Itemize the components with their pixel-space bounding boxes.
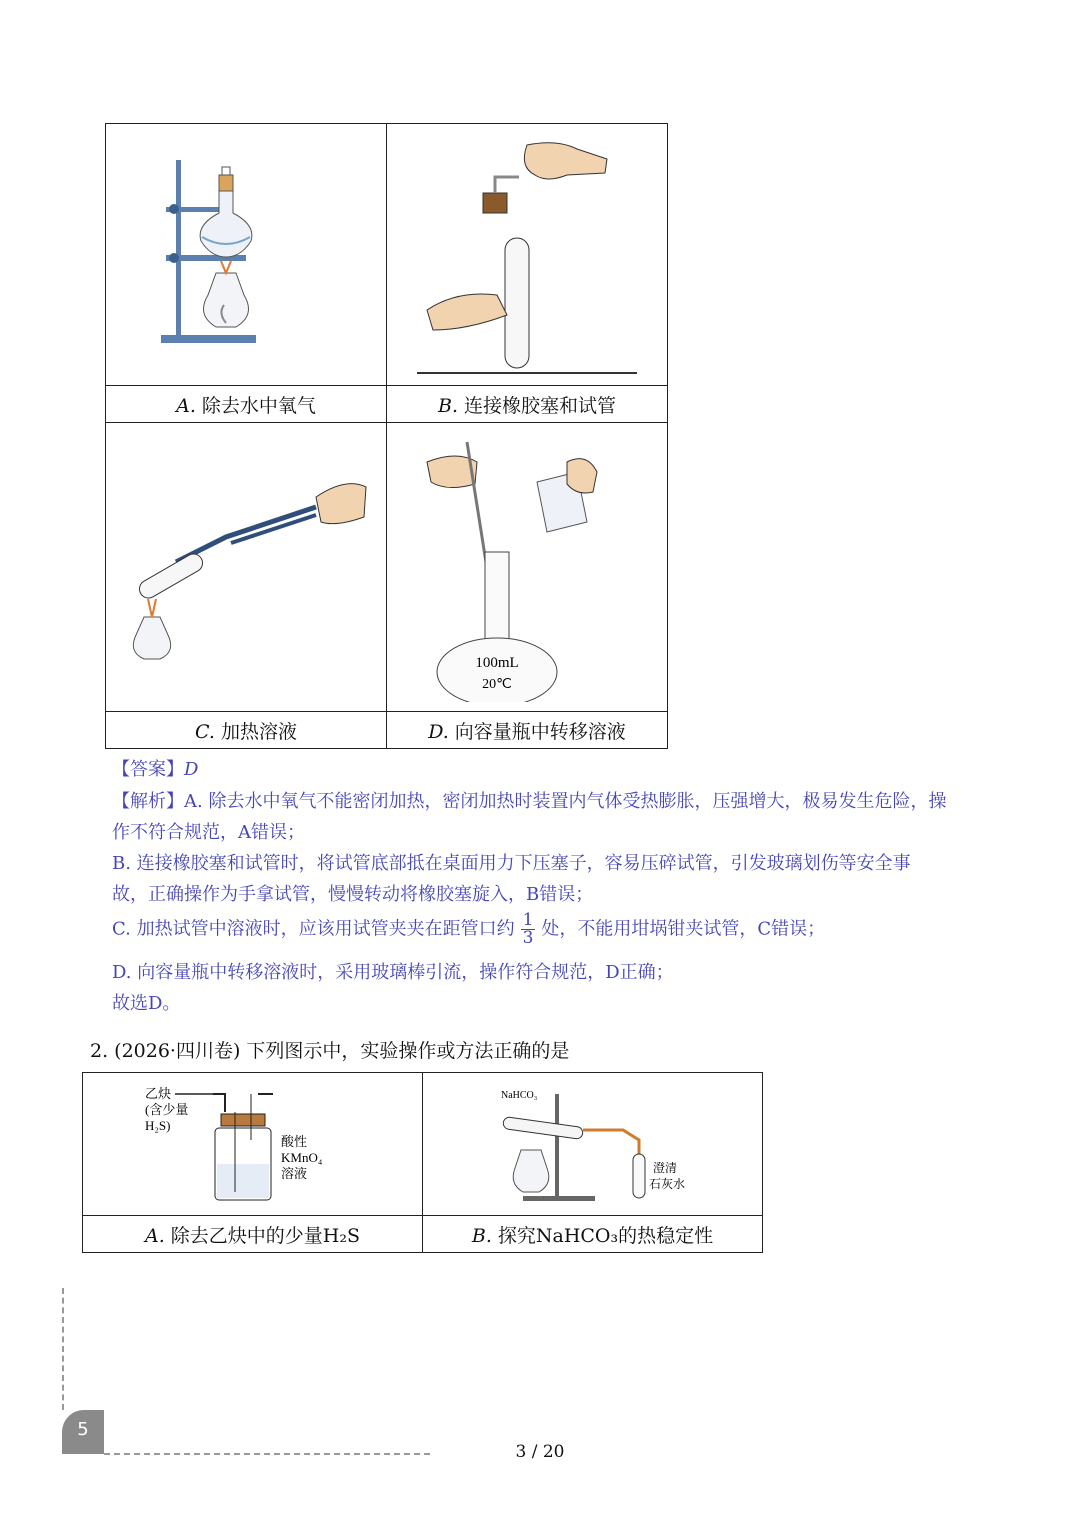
flask-volume-label: 100mL	[475, 655, 519, 671]
option-b-caption: B. 连接橡胶塞和试管	[387, 386, 668, 423]
flask-temp-label: 20℃	[482, 677, 512, 692]
question2-options-grid	[82, 1072, 763, 1253]
fraction-one-third: $\frac{1}{3}$	[522, 910, 534, 948]
answer-line: 【答案】D	[112, 759, 199, 780]
distillation-flask-setup-icon	[126, 155, 366, 355]
question2-stem: 2. (2026·四川卷) 下列图示中，实验操作或方法正确的是	[90, 1040, 570, 1062]
option-d-caption: D. 向容量瓶中转移溶液	[387, 712, 668, 749]
option2-a-figure	[83, 1073, 423, 1216]
svg-text:H₂S): H₂S)	[144, 1118, 170, 1133]
option-a-figure	[106, 124, 387, 386]
crucible-tongs-heating-icon	[116, 467, 376, 667]
svg-text:NaHCO₃: NaHCO₃	[500, 1090, 537, 1101]
page-tab-number: 5	[62, 1410, 104, 1454]
analysis-line-3: B. 连接橡胶塞和试管时，将试管底部抵在桌面用力下压塞子，容易压碎试管，引发玻璃划伤等安全事	[112, 853, 911, 874]
svg-text:石灰水: 石灰水	[648, 1177, 685, 1191]
option-a-caption: A. 除去水中氧气	[106, 386, 387, 423]
analysis-line-4: 故，正确操作为手拿试管，慢慢转动将橡胶塞旋入，B错误；	[112, 884, 594, 905]
svg-text:(含少量: (含少量	[144, 1102, 188, 1117]
svg-text:澄清: 澄清	[652, 1161, 677, 1175]
gas-washing-bottle-icon	[143, 1084, 363, 1204]
option-b-figure	[387, 124, 668, 386]
question1-options-grid	[105, 123, 668, 749]
option2-a-caption: A. 除去乙炔中的少量H₂S	[83, 1216, 423, 1253]
option-d-figure	[387, 423, 668, 712]
nahco3-heating-setup-icon	[483, 1084, 703, 1204]
svg-text:溶液: 溶液	[280, 1166, 307, 1181]
page-number: 3 / 20	[515, 1442, 565, 1462]
option2-b-caption: B. 探究NaHCO₃的热稳定性	[423, 1216, 763, 1253]
svg-text:乙炔: 乙炔	[144, 1086, 171, 1101]
margin-dashed-line-vertical	[62, 1288, 64, 1410]
analysis-line-6: D. 向容量瓶中转移溶液时，采用玻璃棒引流，操作符合规范，D正确；	[112, 962, 674, 983]
option-c-caption: C. 加热溶液	[106, 712, 387, 749]
option-c-figure	[106, 423, 387, 712]
analysis-line-2: 作不符合规范，A错误；	[112, 822, 305, 843]
analysis-line-1: 【解析】A. 除去水中氧气不能密闭加热，密闭加热时装置内气体受热膨胀，压强增大，极易发生危险，操	[112, 791, 947, 812]
svg-text:酸性: 酸性	[280, 1134, 307, 1149]
test-tube-stopper-icon	[407, 135, 647, 375]
volumetric-flask-transfer-icon	[397, 432, 657, 702]
analysis-line-5: C. 加热试管中溶液时，应该用试管夹夹在距管口约 $\frac{1}{3}$ 处，不能用坩埚钳夹试管，C错误；	[112, 910, 826, 948]
option2-b-figure	[423, 1073, 763, 1216]
svg-text:KMnO₄: KMnO₄	[280, 1150, 322, 1165]
analysis-line-7: 故选D。	[112, 993, 181, 1014]
